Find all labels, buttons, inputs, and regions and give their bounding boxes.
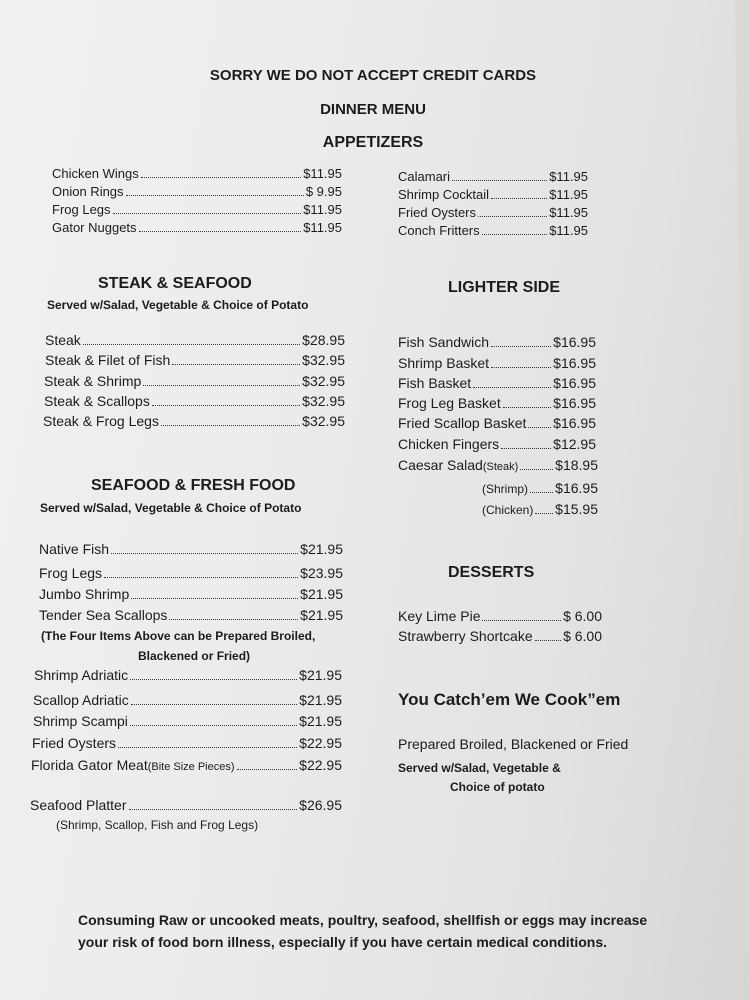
menu-item: Tender Sea Scallops $21.95 (39, 607, 343, 623)
prep-note-line1: (The Four Items Above can be Prepared Broiled, (41, 629, 316, 643)
seafood-fresh-heading: SEAFOOD & FRESH FOOD (91, 477, 296, 494)
steak-seafood-subtitle: Served w/Salad, Vegetable & Choice of Potato (47, 298, 309, 312)
menu-item: Gator Nuggets $11.95 (52, 220, 342, 235)
menu-item: Steak $28.95 (45, 332, 345, 348)
menu-item: Caesar Salad(Steak) $18.95 (398, 457, 598, 473)
menu-item: Frog Legs $23.95 (39, 565, 343, 581)
menu-item: Chicken Wings $11.95 (52, 166, 342, 181)
menu-item: Florida Gator Meat(Bite Size Pieces) $22.95 (31, 757, 342, 773)
platter-note: (Shrimp, Scallop, Fish and Frog Legs) (56, 818, 259, 832)
menu-item: Shrimp Scampi $21.95 (33, 713, 342, 729)
catch-line1: Prepared Broiled, Blackened or Fried (398, 736, 629, 752)
appetizers-heading: APPETIZERS (322, 134, 424, 151)
menu-item: Shrimp Basket $16.95 (398, 355, 596, 371)
prep-note-line2: Blackened or Fried) (138, 649, 251, 663)
menu-item: Fish Sandwich $16.95 (398, 334, 596, 350)
menu-item: Frog Legs $11.95 (52, 202, 342, 217)
menu-item: Steak & Shrimp $32.95 (44, 373, 345, 389)
menu-item: (Chicken) $15.95 (482, 501, 598, 517)
catch-line2: Served w/Salad, Vegetable & (398, 761, 561, 775)
food-warning-line1: Consuming Raw or uncooked meats, poultry, seafood, shellfish or eggs may increase (78, 912, 648, 928)
desserts-heading: DESSERTS (448, 564, 535, 581)
menu-item: Scallop Adriatic $21.95 (33, 692, 342, 708)
menu-item: Steak & Scallops $32.95 (44, 393, 345, 409)
menu-item: Steak & Frog Legs $32.95 (43, 413, 345, 429)
menu-item: Key Lime Pie $ 6.00 (398, 608, 602, 624)
menu-item: Calamari $11.95 (398, 169, 588, 184)
menu-item: Fried Oysters $11.95 (398, 205, 588, 220)
food-warning-line2: your risk of food born illness, especially if you have certain medical conditions. (78, 934, 608, 950)
lighter-side-heading: LIGHTER SIDE (448, 279, 561, 296)
menu-title: DINNER MENU (320, 101, 426, 118)
seafood-fresh-subtitle: Served w/Salad, Vegetable & Choice of Potato (40, 501, 302, 515)
menu-item: Conch Fritters $11.95 (398, 223, 588, 238)
menu-item: (Shrimp) $16.95 (482, 480, 598, 496)
menu-item: Jumbo Shrimp $21.95 (39, 586, 343, 602)
menu-item: Shrimp Adriatic $21.95 (34, 667, 342, 683)
menu-item: Seafood Platter $26.95 (30, 797, 342, 813)
menu-item: Onion Rings $ 9.95 (52, 184, 342, 199)
menu-item: Fish Basket $16.95 (398, 375, 596, 391)
menu-item: Steak & Filet of Fish $32.95 (45, 352, 345, 368)
menu-item: Strawberry Shortcake $ 6.00 (398, 628, 602, 644)
menu-item: Fried Oysters $22.95 (32, 735, 342, 751)
catch-line3: Choice of potato (450, 780, 545, 794)
menu-item: Fried Scallop Basket $16.95 (398, 415, 596, 431)
menu-item: Frog Leg Basket $16.95 (398, 395, 596, 411)
steak-seafood-heading: STEAK & SEAFOOD (98, 275, 252, 292)
credit-card-notice: SORRY WE DO NOT ACCEPT CREDIT CARDS (209, 67, 537, 84)
menu-item: Shrimp Cocktail $11.95 (398, 187, 588, 202)
menu-item: Chicken Fingers $12.95 (398, 436, 596, 452)
catch-heading: You Catch’em We Cook”em (398, 690, 621, 709)
menu-item: Native Fish $21.95 (39, 541, 343, 557)
